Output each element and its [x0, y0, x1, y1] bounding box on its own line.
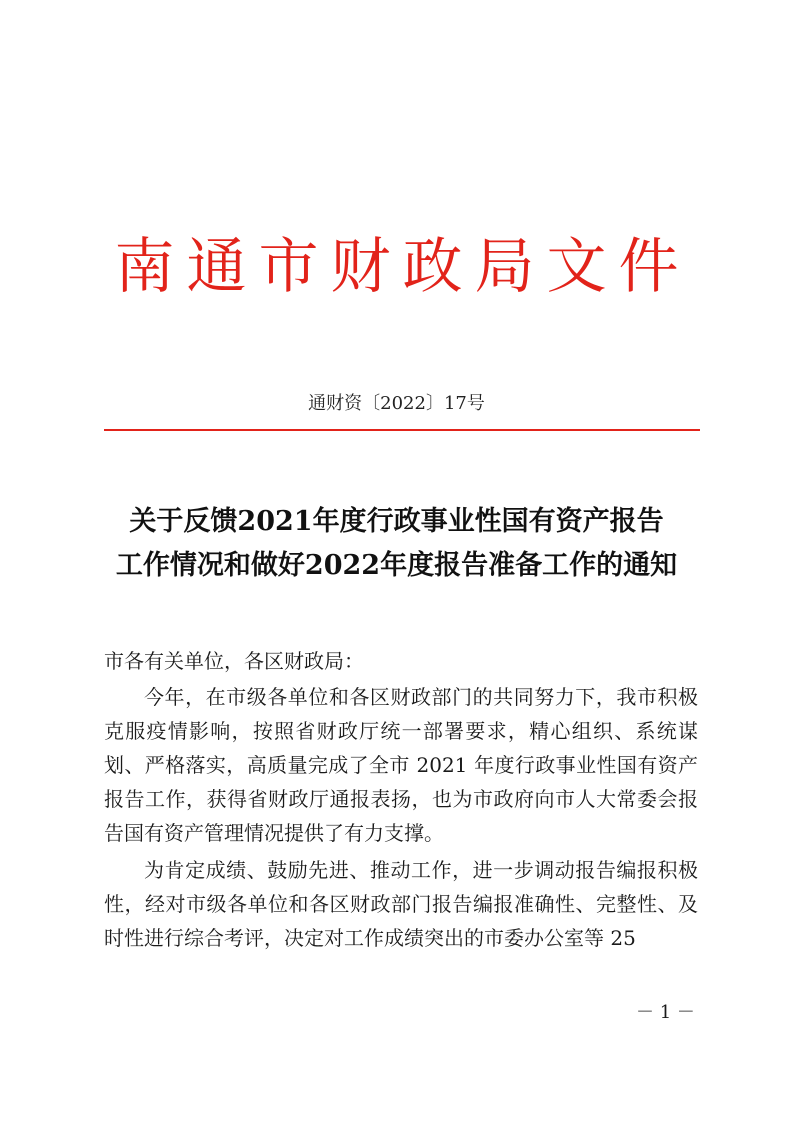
- document-body: [104, 644, 698, 958]
- paragraph-1: 今年，在市级各单位和各区财政部门的共同努力下，我市积极克服疫情影响，按照省财政厅统一部署要求，精心组织、系统谋划、严格落实，高质量完成了全市 2021 年度行政事业性国有资产报告工作，获得省财政厅通报表扬，也为市政府向市人大常委会报告国有资产管理情况提供了有力支撑。: [104, 685, 698, 845]
- red-separator-line: [104, 429, 700, 431]
- page-number: － 1 －: [636, 1002, 695, 1023]
- document-title: [60, 500, 733, 588]
- paragraph-2: 为肯定成绩、鼓励先进、推动工作，进一步调动报告编报积极性，经对市级各单位和各区财政部门报告编报准确性、完整性、及时性进行综合考评，决定对工作成绩突出的市委办公室等 25: [104, 858, 698, 950]
- issuer-masthead: 南通市财政局文件: [114, 232, 691, 302]
- title-line-2: 工作情况和做好2022年度报告准备工作的通知: [115, 550, 678, 581]
- salutation: 市各有关单位，各区财政局：: [104, 649, 364, 673]
- title-line-1: 关于反馈2021年度行政事业性国有资产报告: [129, 506, 664, 537]
- document-number: 通财资〔2022〕17号: [308, 393, 485, 414]
